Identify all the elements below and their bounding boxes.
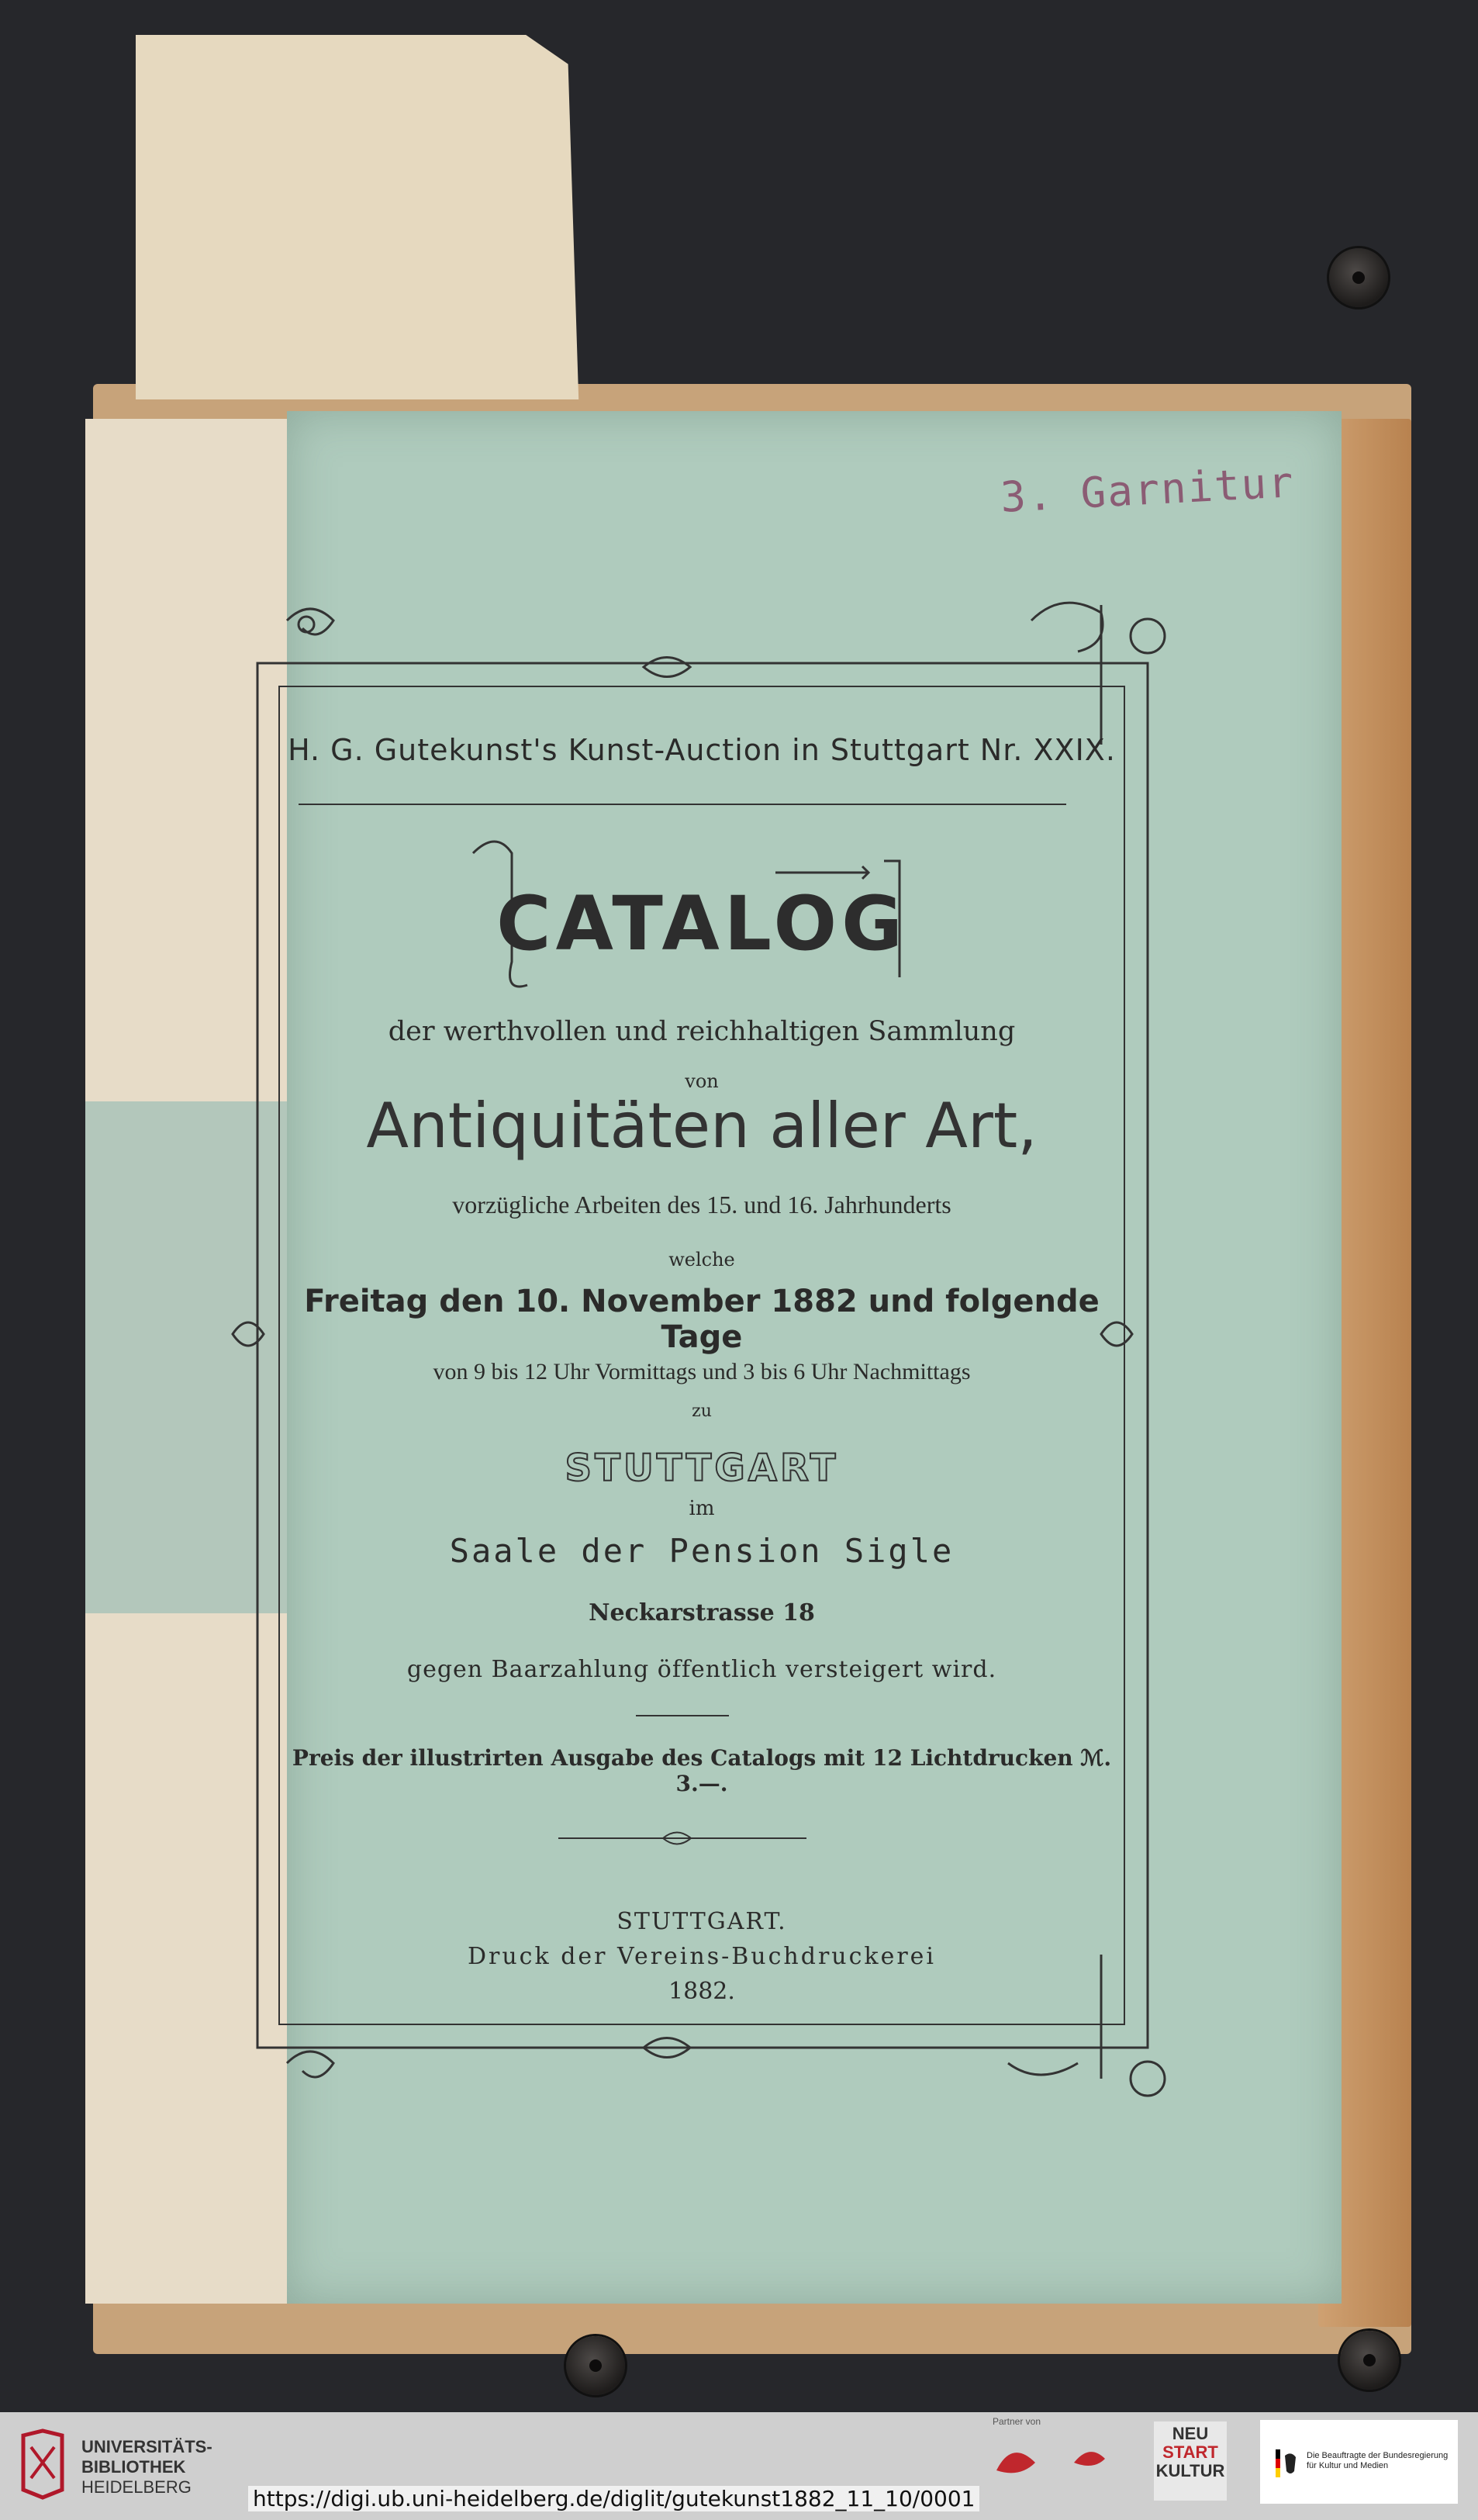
imprint-press: Druck der Vereins-Buchdruckerei (467, 1943, 937, 1970)
neustart-line1: NEU (1172, 2424, 1209, 2443)
university-library-logo-icon (16, 2428, 70, 2501)
neustart-kultur-logo (1154, 2421, 1227, 2501)
library-name-line1: UNIVERSITÄTS- (81, 2437, 212, 2456)
zu-text: zu (692, 1402, 712, 1421)
venue-name: Saale der Pension Sigle (449, 1532, 955, 1570)
collection-subtitle: der werthvollen und reichhaltigen Sammlung (388, 1016, 1016, 1047)
payment-note: gegen Baarzahlung öffentlich versteigert wird. (406, 1656, 997, 1683)
library-name (81, 2437, 212, 2498)
neustart-line2: START (1162, 2442, 1218, 2462)
auction-hours: von 9 bis 12 Uhr Vormittags und 3 bis 6 Uhr Nachmittags (433, 1359, 971, 1384)
mount-screw-top (1329, 248, 1388, 307)
library-name-line2: BIBLIOTHEK (81, 2457, 186, 2477)
catalog-title: CATALOG (496, 880, 907, 967)
federal-eagle-icon (1276, 2449, 1297, 2477)
corner-ornament-top-left (287, 609, 333, 634)
von-text: von (685, 1070, 719, 1092)
auction-date: Freitag den 10. November 1882 und folgende Tage (304, 1284, 1100, 1355)
auction-header: H. G. Gutekunst's Kunst-Auction in Stuttgart Nr. XXIX. (288, 733, 1116, 767)
mount-screw-bottom-left (566, 2336, 625, 2395)
imprint-year: 1882. (668, 1978, 735, 2005)
imprint-city: STUTTGART. (616, 1908, 787, 1935)
partner-label: Partner von (993, 2416, 1041, 2427)
city-heading: STUTTGART (565, 1447, 839, 1490)
library-name-line3: HEIDELBERG (81, 2477, 192, 2497)
price-note: Preis der illustrirten Ausgabe des Catalogs mit 12 Lichtdrucken ℳ. 3.—. (292, 1745, 1112, 1796)
corner-ornament-bottom-left (287, 2052, 333, 2077)
welche-text: welche (668, 1249, 735, 1270)
neustart-line3: KULTUR (1155, 2461, 1225, 2480)
works-description: vorzügliche Arbeiten des 15. und 16. Jahrhunderts (452, 1191, 951, 1219)
im-text: im (689, 1497, 715, 1520)
permalink-url[interactable]: https://digi.ub.uni-heidelberg.de/diglit/gutekunst1882_11_10/0001 (248, 2486, 979, 2511)
bkm-logo (1260, 2420, 1458, 2504)
main-title: Antiquitäten aller Art, (366, 1090, 1038, 1162)
partner-logos-icon (989, 2432, 1121, 2498)
mount-screw-bottom-right (1340, 2331, 1399, 2390)
bkm-text: Die Beauftragte der Bundesregierung für Kultur und Medien (1307, 2451, 1449, 2470)
venue-street: Neckarstrasse 18 (589, 1599, 815, 1626)
garnitur-stamp: 3. Garnitur (999, 458, 1297, 522)
corner-ornament-top-right (1031, 603, 1165, 745)
